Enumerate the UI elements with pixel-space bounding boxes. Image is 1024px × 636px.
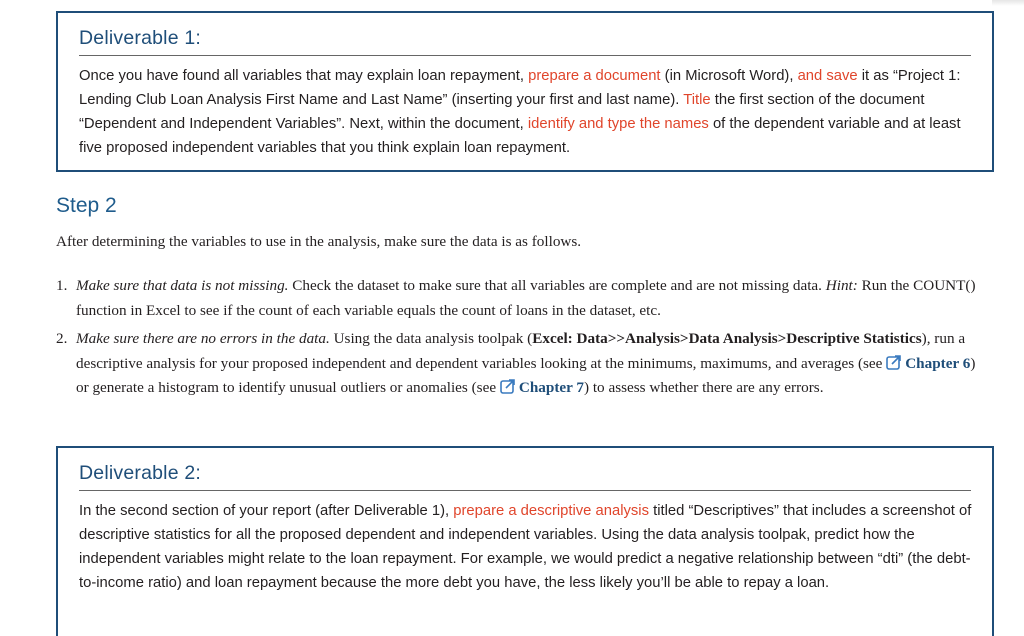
deliverable-2-divider (79, 490, 971, 491)
list-number: 2. (56, 330, 68, 347)
list-item: 1. Make sure that data is not missing. Check the dataset to make sure that all variables are complete and are not missing data. Hint: Run the COUNT() function in Excel to see if the count of each variable equals the count of loans in the dataset, etc. (56, 274, 990, 323)
deliverable-2-title: Deliverable 2: (79, 462, 202, 484)
external-link-icon (500, 378, 516, 394)
highlight-prepare-document: prepare a document (528, 68, 661, 84)
deliverable-2-box (56, 446, 994, 636)
scrollbar-shadow (992, 0, 1024, 6)
highlight-identify-names: identify and type the names (527, 116, 709, 132)
deliverable-1-text: Once you have found all variables that may explain loan repayment, prepare a document (in Microsoft Word), and save it as “Project 1: Lending Club Loan Analysis First Name and Last Name” (inserting your first and last name). Title the first section of the document “Dependent and Independent Variables”. Next, within the document, identify and type the names of the dependent variable and at least five proposed independent variables that you think explain loan repayment. (79, 68, 961, 156)
deliverable-1-box (56, 11, 994, 172)
step-2-heading: Step 2 (56, 194, 117, 217)
deliverable-2-text: In the second section of your report (after Deliverable 1), prepare a descriptive analysis titled “Descriptives” that includes a screenshot of descriptive statistics for all the proposed dependent and independent variables. Using the data analysis toolpak, predict how the independent variables might relate to the loan repayment. For example, we would predict a negative relationship between “dti” (the debt-to-income ratio) and loan repayment because the more debt you have, the less likely you’ll be able to repay a loan. (79, 503, 972, 591)
deliverable-1-divider (79, 55, 971, 56)
excel-menu-path: Excel: Data>>Analysis>Data Analysis>Descriptive Statistics (532, 330, 922, 347)
list-item-lead: Make sure there are no errors in the data. (76, 330, 330, 347)
highlight-and-save: and save (797, 68, 858, 84)
chapter-7-link[interactable]: Chapter 7 (500, 379, 584, 396)
deliverable-1-title: Deliverable 1: (79, 27, 202, 49)
step-2-list (56, 274, 990, 405)
highlight-title: Title (683, 92, 711, 108)
list-item: 2. Make sure there are no errors in the data. Using the data analysis toolpak (Excel: Data>>Analysis>Data Analysis>Descriptive Statistics), run a descriptive analysis for your proposed independent and dependent variables looking at the minimums, maximums, and averages (see Chapter 6) or generate a histogram to identify unusual outliers or anomalies (see Chapter 7) to assess whether there are any errors. (56, 327, 990, 401)
step-2-intro: After determining the variables to use in the analysis, make sure the data is as follows. (56, 233, 582, 250)
external-link-icon (886, 354, 902, 370)
highlight-prepare-descriptive-analysis: prepare a descriptive analysis (453, 503, 649, 519)
list-item-lead: Make sure that data is not missing. (76, 277, 289, 294)
chapter-6-link[interactable]: Chapter 6 (886, 355, 970, 372)
list-number: 1. (56, 277, 68, 294)
hint-label: Hint: (825, 277, 858, 294)
